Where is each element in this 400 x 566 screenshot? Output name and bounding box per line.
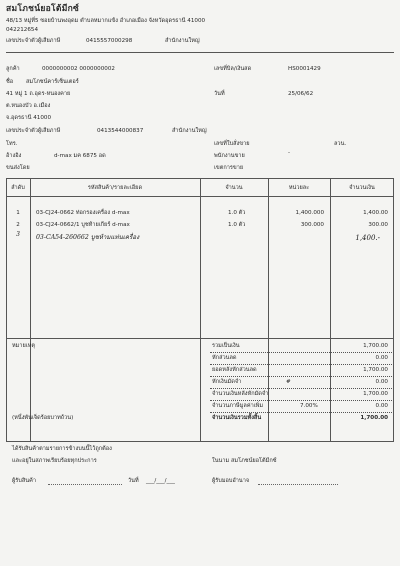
customer-name: สมโภชน์คาร์เซ็นเตอร์ xyxy=(26,79,79,85)
doc-no-label: เลขที่บิล/เงินสด xyxy=(214,66,252,72)
total-label-3: หักเงินมัดจำ xyxy=(212,379,242,385)
company-phone: 042212654 xyxy=(6,27,39,33)
row2-amount: 300.00 xyxy=(368,222,388,228)
doc-sales-label: พนักงานขาย xyxy=(214,153,245,159)
total-value-5: 0.00 xyxy=(375,403,388,409)
company-name: สมโภชน์ยอโต้มีกซ์ xyxy=(6,4,80,14)
company-tax-label: เลขประจำตัวผู้เสียภาษี xyxy=(6,38,61,44)
customer-code-label: ลูกค้า xyxy=(6,66,20,72)
total-label-4: จำนวนเงินหลังหักมัดจำ xyxy=(212,391,269,397)
doc-date-label: วันที่ xyxy=(214,91,225,97)
doc-sales-value: - xyxy=(288,150,291,156)
doc-date: 25/06/62 xyxy=(288,91,314,97)
row1-no: 1 xyxy=(16,210,20,216)
doc-no: HS0001429 xyxy=(288,66,321,72)
total-label-6: จำนวนเงินรวมทั้งสิ้น xyxy=(212,415,262,421)
customer-tax-label: เลขประจำตัวผู้เสียภาษี xyxy=(6,128,61,134)
deposit-hash: # xyxy=(286,379,291,385)
row3-handwritten-amount: 1,400.- xyxy=(355,234,380,242)
row1-amount: 1,400.00 xyxy=(363,210,388,216)
receiver-label: ผู้รับสินค้า xyxy=(12,478,36,484)
footer-in-name-of: ในนาม สมโภชน์ยอโต้มีกซ์ xyxy=(212,458,277,464)
doc-terms-suffix: ลวน. xyxy=(334,141,347,147)
row3-handwritten-no: 3 xyxy=(16,231,20,238)
customer-name-label: ชื่อ xyxy=(6,79,14,85)
company-address: 48/13 หมู่ที่5 ซอยบ้านพงอุดม ตำบลหมากแข้ง อำเภอเมือง จังหวัดอุดรธานี 41000 xyxy=(6,18,206,24)
col-header-amount: จำนวนเงิน xyxy=(349,185,375,191)
row1-desc: 03-CJ24-0662 ท่อกรองเครื่อง d-max xyxy=(36,210,130,216)
row2-qty: 1.0 ตัว xyxy=(228,222,246,228)
row2-price: 300.000 xyxy=(300,222,324,228)
col-header-price: หน่วยละ xyxy=(288,185,310,191)
total-value-1: 0.00 xyxy=(375,355,388,361)
footer-note-1: ได้รับสินค้าตามรายการข้างบนนี้ไว้ถูกต้อง xyxy=(12,446,112,452)
footer-note-2: และอยู่ในสภาพเรียบร้อยทุกประการ xyxy=(12,458,97,464)
row3-handwritten-desc: 03-CA54-260662 บูชห้ามแท่นเครื่อง xyxy=(36,234,140,241)
doc-order-label: เลขที่ใบสั่งขาย xyxy=(214,141,250,147)
receiver-date-label: วันที่ xyxy=(128,478,139,484)
total-label-0: รวมเป็นเงิน xyxy=(212,343,240,349)
total-value-0: 1,700.00 xyxy=(363,343,388,349)
total-value-3: 0.00 xyxy=(375,379,388,385)
customer-ship-label: ขนส่งโดย xyxy=(6,165,30,171)
col-header-no: ลำดับ xyxy=(11,185,25,191)
vat-rate: 7.00% xyxy=(300,403,318,409)
customer-tax-id: 0413544000837 xyxy=(97,128,144,134)
row1-qty: 1.0 ตัว xyxy=(228,210,246,216)
total-label-1: หักส่วนลด xyxy=(212,355,237,361)
total-value-2: 1,700.00 xyxy=(363,367,388,373)
customer-address-1: 41 หมู่ 1 ถ.อุดร-หนองคาย xyxy=(6,91,71,97)
company-branch: สำนักงานใหญ่ xyxy=(165,38,200,44)
authorized-label: ผู้รับมอบอำนาจ xyxy=(212,478,250,484)
customer-address-3: จ.อุดรธานี 41000 xyxy=(6,115,52,121)
customer-ref: d-max มค 6875 อด xyxy=(54,153,106,159)
total-value-6: 1,700.00 xyxy=(360,415,388,421)
customer-address-2: ต.หนองบัว อ.เมือง xyxy=(6,103,51,109)
remark-label: หมายเหตุ xyxy=(12,343,36,349)
col-header-qty: จำนวน xyxy=(225,185,243,191)
row1-price: 1,400.000 xyxy=(295,210,324,216)
row2-no: 2 xyxy=(16,222,20,228)
customer-branch: สำนักงานใหญ่ xyxy=(172,128,207,134)
col-header-desc: รหัสสินค้า/รายละเอียด xyxy=(87,185,143,191)
doc-due-label: เขตการขาย xyxy=(214,165,244,171)
customer-tel-label: โทร. xyxy=(6,141,18,147)
customer-ref-label: อ้างอิง xyxy=(6,153,22,159)
row2-desc: 03-CJ24-0662/1 บูชท้ายเกียร์ d-max xyxy=(36,222,130,228)
company-tax-id: 0415557000298 xyxy=(86,38,133,44)
amount-in-words: (หนึ่งพันเจ็ดร้อยบาทถ้วน) xyxy=(12,415,74,421)
customer-code: 0000000002 0000000002 xyxy=(42,66,115,72)
total-value-4: 1,700.00 xyxy=(363,391,388,397)
total-label-5: จำนวนภาษีมูลค่าเพิ่ม xyxy=(212,403,264,409)
receiver-date-blank: ___/___/___ xyxy=(146,478,175,484)
total-label-2: ยอดหลังหักส่วนลด xyxy=(212,367,257,373)
